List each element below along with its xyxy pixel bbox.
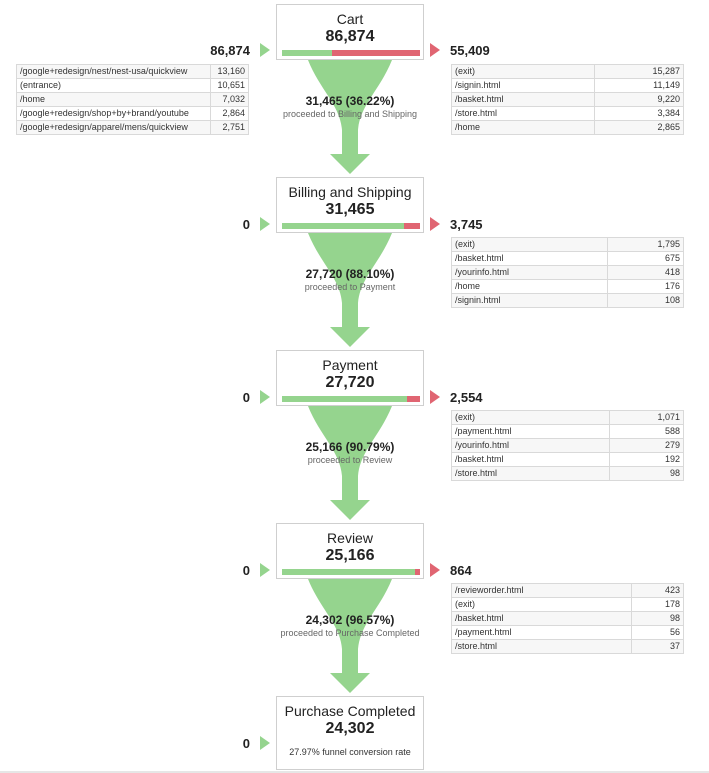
table-row[interactable] [452,93,684,107]
step-count: 24,302 [325,720,375,737]
exit-value: 675 [608,252,684,266]
exit-page: (exit) [452,598,632,612]
proceed-label: proceeded to Purchase Completed [280,628,420,638]
exit-value: 176 [608,280,684,294]
exit-value: 2,865 [595,121,684,135]
table-row[interactable] [17,107,249,121]
proceed-count: 27,720 (88.10%) [305,267,395,281]
exit-page: /signin.html [452,79,595,93]
continuation-bar-fill [282,50,332,56]
exit-page: /store.html [452,640,632,654]
exit-value: 9,220 [595,93,684,107]
entrance-value: 2,751 [210,121,248,135]
exit-page: /yourinfo.html [452,266,608,280]
continuation-bar-fill [282,223,404,229]
table-row[interactable] [452,598,684,612]
proceed-label: proceeded to Billing and Shipping [282,109,418,119]
table-row[interactable] [17,121,249,135]
exit-page: (exit) [452,238,608,252]
proceed-info [250,94,450,119]
table-row[interactable] [452,280,684,294]
exit-count[interactable]: 864 [450,563,472,578]
step-count: 27,720 [325,374,375,391]
proceed-info [250,440,450,465]
exit-page: /basket.html [452,93,595,107]
exit-table [451,583,684,654]
table-row[interactable] [452,252,684,266]
proceed-info [250,613,450,638]
proceed-count: 31,465 (36.22%) [305,94,395,108]
table-row[interactable] [452,238,684,252]
proceed-count: 25,166 (90.79%) [305,440,395,454]
entrance-page: /home [17,93,211,107]
exit-page: /signin.html [452,294,608,308]
entry-count: 0 [242,736,250,751]
exit-value: 178 [631,598,683,612]
exit-value: 3,384 [595,107,684,121]
entry-count: 0 [242,390,250,405]
step-count: 31,465 [325,201,375,218]
table-row[interactable] [17,65,249,79]
exit-page: (exit) [452,65,595,79]
step-count: 86,874 [325,28,375,45]
table-row[interactable] [452,584,684,598]
exit-page: /revieworder.html [452,584,632,598]
table-row[interactable] [452,65,684,79]
exit-value: 11,149 [595,79,684,93]
table-row[interactable] [452,107,684,121]
red-arrow-icon [430,43,440,57]
exit-page: /payment.html [452,425,610,439]
funnel-conversion-rate: 27.97% funnel conversion rate [289,747,411,757]
table-row[interactable] [452,121,684,135]
exit-value: 192 [610,453,684,467]
entry-count: 0 [242,217,250,232]
step-name: Cart [336,11,364,27]
exit-value: 279 [610,439,684,453]
exit-value: 423 [631,584,683,598]
exit-page: /home [452,121,595,135]
red-arrow-icon [430,563,440,577]
funnel-step-payment[interactable] [276,350,424,406]
table-row[interactable] [452,612,684,626]
continuation-bar [282,50,420,56]
entrance-value: 13,160 [210,65,248,79]
green-arrow-icon [260,217,270,231]
table-row[interactable] [17,93,249,107]
exit-value: 108 [608,294,684,308]
exit-table [451,64,684,135]
proceed-count: 24,302 (96.57%) [305,613,395,627]
step-count: 25,166 [325,547,375,564]
table-row[interactable] [452,266,684,280]
table-row[interactable] [17,79,249,93]
exit-count[interactable]: 55,409 [450,43,490,58]
step-name: Billing and Shipping [288,184,412,200]
entrance-value: 7,032 [210,93,248,107]
table-row[interactable] [452,79,684,93]
entrance-table [16,64,249,135]
exit-page: /home [452,280,608,294]
exit-value: 1,795 [608,238,684,252]
proceed-label: proceeded to Payment [304,282,396,292]
table-row[interactable] [452,425,684,439]
funnel-step-billing-and-shipping[interactable] [276,177,424,233]
continuation-bar [282,396,420,402]
red-arrow-icon [430,217,440,231]
exit-value: 37 [631,640,683,654]
step-name: Payment [322,357,378,373]
entrance-page: (entrance) [17,79,211,93]
entry-count: 0 [242,563,250,578]
proceed-label: proceeded to Review [307,455,393,465]
table-row[interactable] [452,467,684,481]
continuation-bar-fill [282,396,407,402]
entrance-page: /google+redesign/shop+by+brand/youtube [17,107,211,121]
funnel-step-purchase-completed[interactable] [276,696,424,770]
exit-count[interactable]: 3,745 [450,217,483,232]
exit-table [451,237,684,308]
table-row[interactable] [452,294,684,308]
exit-page: (exit) [452,411,610,425]
table-row[interactable] [452,411,684,425]
green-arrow-icon [260,736,270,750]
exit-page: /store.html [452,467,610,481]
proceed-info [250,267,450,292]
table-row[interactable] [452,640,684,654]
exit-value: 418 [608,266,684,280]
exit-page: /basket.html [452,252,608,266]
red-arrow-icon [430,390,440,404]
table-row[interactable] [452,626,684,640]
table-row[interactable] [452,453,684,467]
exit-value: 15,287 [595,65,684,79]
funnel-step-cart[interactable] [276,4,424,60]
exit-table [451,410,684,481]
table-row[interactable] [452,439,684,453]
exit-value: 588 [610,425,684,439]
continuation-bar-fill [282,569,415,575]
continuation-bar [282,569,420,575]
entrance-value: 2,864 [210,107,248,121]
exit-value: 1,071 [610,411,684,425]
exit-value: 56 [631,626,683,640]
entrance-page: /google+redesign/nest/nest-usa/quickview [17,65,211,79]
green-arrow-icon [260,390,270,404]
exit-page: /store.html [452,107,595,121]
green-arrow-icon [260,563,270,577]
green-arrow-icon [260,43,270,57]
entrance-page: /google+redesign/apparel/mens/quickview [17,121,211,135]
step-name: Purchase Completed [284,703,416,719]
exit-value: 98 [610,467,684,481]
exit-count[interactable]: 2,554 [450,390,483,405]
entry-count: 86,874 [210,43,250,58]
continuation-bar [282,223,420,229]
exit-page: /payment.html [452,626,632,640]
step-name: Review [327,530,373,546]
exit-page: /basket.html [452,453,610,467]
exit-value: 98 [631,612,683,626]
entrance-value: 10,651 [210,79,248,93]
funnel-step-review[interactable] [276,523,424,579]
exit-page: /yourinfo.html [452,439,610,453]
exit-page: /basket.html [452,612,632,626]
